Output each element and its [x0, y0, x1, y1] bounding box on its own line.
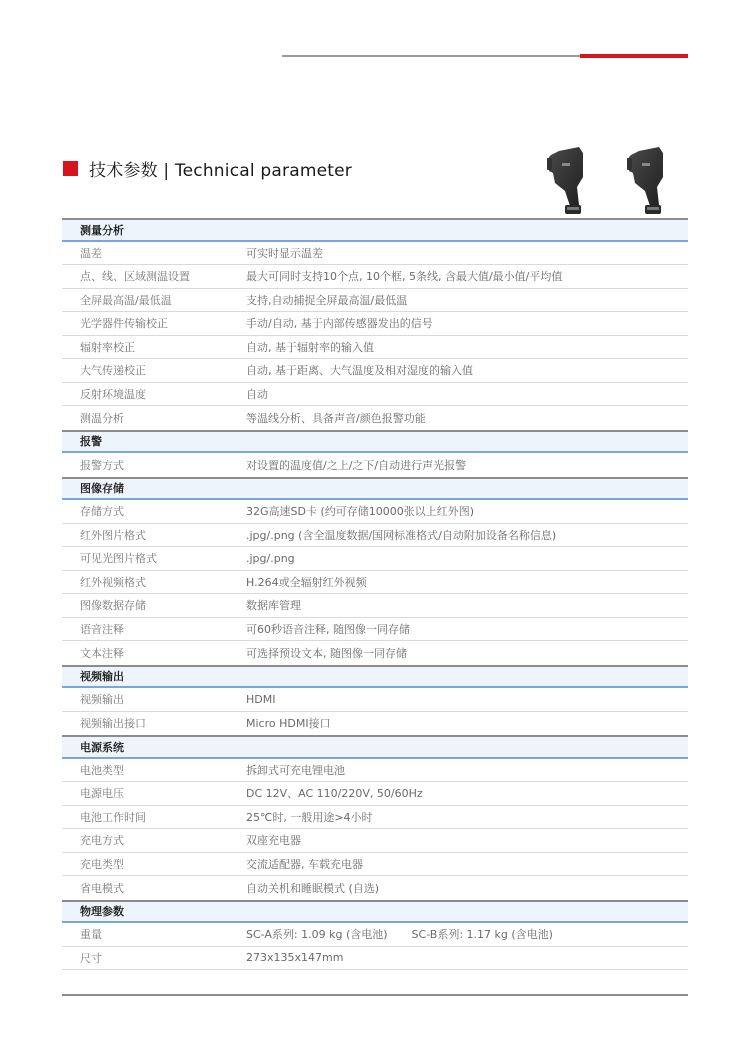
row-value: 双座充电器: [246, 834, 301, 848]
row-label: 电池类型: [80, 763, 124, 777]
row-value: 可选择预设文本, 随图像一同存储: [246, 646, 407, 660]
section-title: 图像存储: [80, 482, 124, 496]
table-row: [62, 641, 688, 665]
row-label: 红外视频格式: [80, 575, 146, 589]
row-value: 273x135x147mm: [246, 951, 344, 965]
weight-sc-b: SC-B系列: 1.17 kg (含电池): [411, 928, 553, 942]
row-label: 可见光图片格式: [80, 552, 157, 566]
section-title: 电源系统: [80, 740, 124, 754]
section-header: [62, 900, 688, 924]
row-label: 红外图片格式: [80, 528, 146, 542]
row-value: .jpg/.png (含全温度数据/国网标准格式/自动附加设备名称信息): [246, 528, 557, 542]
row-value: 交流适配器, 车载充电器: [246, 857, 363, 871]
row-label: 电池工作时间: [80, 810, 146, 824]
table-row: [62, 947, 688, 971]
page-title: 技术参数 | Technical parameter: [89, 160, 352, 181]
row-value: 拆卸式可充电锂电池: [246, 763, 345, 777]
table-row: [62, 876, 688, 900]
row-value: [246, 926, 553, 942]
table-row: [62, 759, 688, 783]
row-label: 充电类型: [80, 857, 124, 871]
table-row: [62, 571, 688, 595]
row-value: DC 12V、AC 110/220V, 50/60Hz: [246, 787, 423, 801]
top-divider-accent: [580, 54, 688, 58]
table-row: [62, 383, 688, 407]
row-value: 自动, 基于距离、大气温度及相对湿度的输入值: [246, 364, 473, 378]
section-title: 物理参数: [80, 905, 124, 919]
row-value: 数据库管理: [246, 599, 301, 613]
row-label: 重量: [80, 928, 102, 942]
top-divider-line: [282, 55, 580, 57]
row-value: 自动, 基于辐射率的输入值: [246, 340, 374, 354]
row-value: 可实时显示温差: [246, 246, 323, 260]
row-value: .jpg/.png: [246, 551, 295, 565]
row-label: 测温分析: [80, 411, 124, 425]
spec-table: [62, 218, 688, 970]
camera-image-b: [627, 147, 663, 214]
row-label: 尺寸: [80, 951, 102, 965]
row-value: 支持,自动捕捉全屏最高温/最低温: [246, 293, 408, 307]
section-header: [62, 735, 688, 759]
row-label: 语音注释: [80, 622, 124, 636]
table-row: [62, 453, 688, 477]
title-marker-square: [63, 161, 78, 176]
thermal-camera-icon: [545, 143, 685, 218]
row-value: H.264或全辐射红外视频: [246, 575, 367, 589]
row-label: 省电模式: [80, 881, 124, 895]
table-row: [62, 289, 688, 313]
row-value: HDMI: [246, 692, 276, 706]
table-row: [62, 547, 688, 571]
table-row: [62, 265, 688, 289]
table-row: [62, 853, 688, 877]
section-title: 视频输出: [80, 670, 124, 684]
row-label: 报警方式: [80, 458, 124, 472]
row-label: 存储方式: [80, 505, 124, 519]
camera-image-a: [547, 147, 583, 214]
section-header: [62, 218, 688, 242]
row-value: 自动: [246, 387, 268, 401]
row-value: 等温线分析、具备声音/颜色报警功能: [246, 411, 426, 425]
row-label: 视频输出接口: [80, 717, 146, 731]
row-label: 充电方式: [80, 834, 124, 848]
table-row: [62, 500, 688, 524]
row-label: 光学器件传输校正: [80, 317, 168, 331]
row-label: 大气传递校正: [80, 364, 146, 378]
table-row: [62, 782, 688, 806]
section-header: [62, 477, 688, 501]
page-title-row: [63, 157, 352, 179]
table-row: [62, 406, 688, 430]
weight-sc-a: SC-A系列: 1.09 kg (含电池): [246, 928, 388, 942]
row-label: 电源电压: [80, 787, 124, 801]
table-row: [62, 618, 688, 642]
table-row: [62, 242, 688, 266]
table-row: [62, 359, 688, 383]
product-images: [545, 143, 685, 218]
section-title: 报警: [80, 435, 102, 449]
row-label: 视频输出: [80, 693, 124, 707]
row-value: 25℃时, 一般用途>4小时: [246, 810, 373, 824]
row-label: 温差: [80, 246, 102, 260]
table-row: [62, 923, 688, 947]
row-value: 最大可同时支持10个点, 10个框, 5条线, 含最大值/最小值/平均值: [246, 270, 563, 284]
row-label: 图像数据存储: [80, 599, 146, 613]
row-label: 点、线、区域测温设置: [80, 270, 190, 284]
table-row: [62, 712, 688, 736]
row-label: 反射环境温度: [80, 387, 146, 401]
row-label: 文本注释: [80, 646, 124, 660]
row-value: Micro HDMI接口: [246, 717, 331, 731]
row-value: 32G高速SD卡 (约可存储10000张以上红外图): [246, 505, 475, 519]
table-row: [62, 524, 688, 548]
row-label: 全屏最高温/最低温: [80, 293, 172, 307]
section-header: [62, 665, 688, 689]
table-row: [62, 336, 688, 360]
table-row: [62, 688, 688, 712]
bottom-divider-line: [62, 994, 688, 996]
row-value: 自动关机和睡眠模式 (自选): [246, 881, 380, 895]
table-row: [62, 829, 688, 853]
row-value: 手动/自动, 基于内部传感器发出的信号: [246, 317, 433, 331]
row-value: 对设置的温度值/之上/之下/自动进行声光报警: [246, 458, 467, 472]
row-label: 辐射率校正: [80, 340, 135, 354]
table-row: [62, 806, 688, 830]
row-value: 可60秒语音注释, 随图像一同存储: [246, 622, 410, 636]
section-header: [62, 430, 688, 454]
table-row: [62, 312, 688, 336]
section-title: 测量分析: [80, 223, 124, 237]
table-row: [62, 594, 688, 618]
